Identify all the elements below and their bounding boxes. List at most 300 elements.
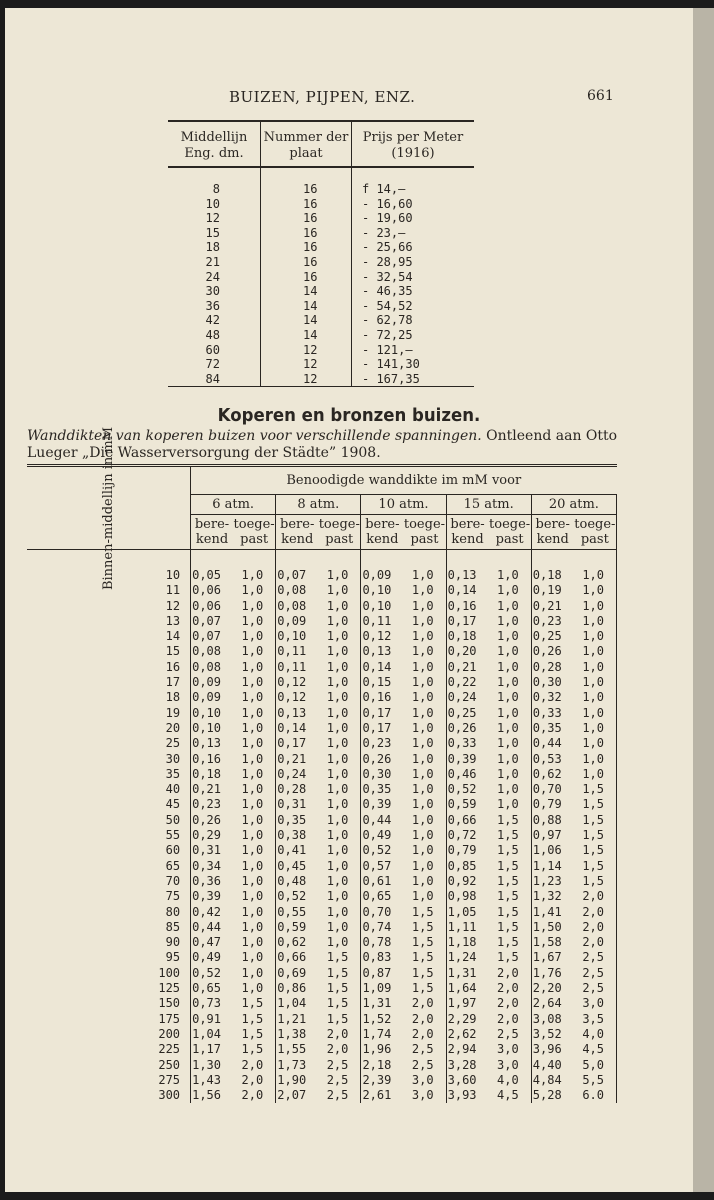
diameter-cell: 16 <box>27 660 191 675</box>
table-cell: 18 <box>168 240 261 255</box>
table-row <box>27 1088 617 1103</box>
table-row <box>168 299 474 314</box>
table-cell: 1,0 <box>489 644 532 659</box>
table-cell: 0,16 <box>362 690 392 705</box>
table-cell: 0,65 <box>192 981 222 996</box>
table-row <box>168 167 474 197</box>
table-cell: 2,0 <box>403 1027 446 1042</box>
table-cell: 0,25 <box>447 705 477 720</box>
table-cell: 0,55 <box>277 904 307 919</box>
column-header-plate-number: Nummer der plaat <box>261 121 352 167</box>
table-cell: 12 <box>261 357 352 372</box>
table-cell: 0,11 <box>277 659 307 674</box>
table-cell: 0,52 <box>192 965 222 980</box>
table-cell: 0,21 <box>532 598 562 613</box>
table-cell: 0,39 <box>362 797 392 812</box>
table-cell: 1,0 <box>403 690 446 705</box>
table-cell: 1,0 <box>318 721 361 736</box>
table-cell: - 32,54 <box>362 269 413 284</box>
table-cell: 0,62 <box>277 935 307 950</box>
table-cell: 2,07 <box>277 1088 307 1103</box>
table-cell: 1,0 <box>233 905 276 920</box>
table-cell: 1,21 <box>277 1011 307 1026</box>
table-cell: 0,88 <box>532 812 562 827</box>
table-cell: 1,5 <box>403 981 446 996</box>
table-cell: 1,0 <box>318 797 361 812</box>
table-cell: 0,44 <box>192 919 222 934</box>
table-cell: 0,47 <box>192 935 222 950</box>
table-cell: 2,0 <box>318 1042 361 1057</box>
table-cell: 2,0 <box>233 1088 276 1103</box>
table-cell: 1,0 <box>318 629 361 644</box>
table-cell: 1,0 <box>403 614 446 629</box>
table-cell: 0,79 <box>532 797 562 812</box>
table-cell: 0,15 <box>362 675 392 690</box>
table-cell: - 16,60 <box>362 196 413 211</box>
diameter-cell: 13 <box>27 614 191 629</box>
diameter-cell: 95 <box>27 950 191 965</box>
table-cell: 0,07 <box>192 629 222 644</box>
table-row <box>27 950 617 965</box>
table-cell: 1,0 <box>233 859 276 874</box>
table-cell: 1,0 <box>318 599 361 614</box>
table-cell: 1,5 <box>318 1012 361 1027</box>
table-cell: 42 <box>168 313 261 328</box>
table-cell: 1,0 <box>318 675 361 690</box>
table-cell: 2,29 <box>447 1011 477 1026</box>
subheader-applied: toege-past <box>233 515 276 550</box>
table-cell: 1,0 <box>233 950 276 965</box>
table-cell: 1,5 <box>403 935 446 950</box>
table-cell: 1,0 <box>318 706 361 721</box>
table-cell: 1,5 <box>233 1027 276 1042</box>
table-cell: 1,05 <box>447 904 477 919</box>
table-row <box>168 197 474 212</box>
table-cell: 16 <box>261 270 352 285</box>
diameter-cell: 85 <box>27 920 191 935</box>
table-cell: 4,84 <box>532 1072 562 1087</box>
table-cell: 1,14 <box>532 858 562 873</box>
table-row <box>27 690 617 705</box>
table-cell: 0,14 <box>362 659 392 674</box>
table-row <box>27 920 617 935</box>
table-cell: 0,98 <box>447 889 477 904</box>
table-cell: - 167,35 <box>362 371 420 386</box>
diameter-cell: 70 <box>27 874 191 889</box>
table-cell: 1,43 <box>192 1072 222 1087</box>
subheader-applied: toege-past <box>489 515 532 550</box>
subheader-calculated: bere-kend <box>535 517 570 547</box>
subheader-calculated: bere-kend <box>194 517 230 547</box>
table-cell: 1,5 <box>489 843 532 858</box>
table-cell: 1,0 <box>574 629 617 644</box>
table-cell: 1,0 <box>403 706 446 721</box>
table-cell: 0,16 <box>447 598 477 613</box>
table-row <box>168 255 474 270</box>
table-cell: 1,0 <box>233 644 276 659</box>
table-cell: 1,5 <box>489 859 532 874</box>
table-cell: 1,5 <box>489 828 532 843</box>
table-row <box>27 644 617 659</box>
table-cell: 0,72 <box>447 828 477 843</box>
table-cell: 2,0 <box>574 920 617 935</box>
table-cell: 1,5 <box>574 859 617 874</box>
table-cell: 1,0 <box>403 813 446 828</box>
table-cell: 1,0 <box>403 752 446 767</box>
table-cell: 1,41 <box>532 904 562 919</box>
table-cell: 15 <box>168 226 261 241</box>
table-cell: 1,0 <box>574 721 617 736</box>
table-cell: 2,64 <box>532 996 562 1011</box>
table-row <box>27 629 617 644</box>
table-cell: 1,52 <box>362 1011 392 1026</box>
table-cell: 3,96 <box>532 1042 562 1057</box>
table-cell: 1,96 <box>362 1042 392 1057</box>
table-cell: 0,78 <box>362 935 392 950</box>
adjacent-page-edge <box>693 8 714 1192</box>
table-cell: 1,0 <box>233 782 276 797</box>
table-cell: 0,73 <box>192 996 222 1011</box>
table-cell: 0,26 <box>362 751 392 766</box>
table-cell: - 46,35 <box>362 284 413 299</box>
table-cell: - 62,78 <box>362 313 413 328</box>
table-cell: 1,18 <box>447 935 477 950</box>
table-cell: 0,49 <box>192 950 222 965</box>
table-cell: 1,09 <box>362 981 392 996</box>
table-cell: - 54,52 <box>362 298 413 313</box>
table-cell: 1,0 <box>233 599 276 614</box>
table-cell: - 121,— <box>362 342 413 357</box>
description-italic: Wanddikten van koperen buizen voor verschillende spanningen. <box>27 428 482 444</box>
table-row <box>27 1012 617 1027</box>
running-header-title: BUIZEN, PIJPEN, ENZ. <box>229 88 416 106</box>
table-cell: 0,31 <box>277 797 307 812</box>
table-cell: 2,0 <box>489 966 532 981</box>
table-row <box>27 767 617 782</box>
table-cell: 2,20 <box>532 981 562 996</box>
table-cell: 0,23 <box>362 736 392 751</box>
table-cell: 1,58 <box>532 935 562 950</box>
table-cell: 0,23 <box>192 797 222 812</box>
table-cell: 1,23 <box>532 873 562 888</box>
table-cell: 3,0 <box>403 1073 446 1088</box>
table-cell: 1,0 <box>318 935 361 950</box>
table-cell: 2,5 <box>318 1088 361 1103</box>
table-cell: 1,0 <box>574 550 617 584</box>
subheader-applied: toege-past <box>574 515 617 550</box>
table-row <box>27 859 617 874</box>
table-cell: 1,0 <box>233 706 276 721</box>
table-cell: 1,0 <box>574 644 617 659</box>
diameter-cell: 10 <box>27 550 191 584</box>
table-cell: 1,0 <box>233 660 276 675</box>
diameter-cell: 45 <box>27 797 191 812</box>
table-cell: 1,5 <box>233 996 276 1011</box>
table-cell: 0,13 <box>192 736 222 751</box>
column-header-price: Prijs per Meter (1916) <box>362 130 464 161</box>
table-cell: 60 <box>168 343 261 358</box>
table-row <box>27 935 617 950</box>
table-cell: 2,18 <box>362 1057 392 1072</box>
table-cell: 3,0 <box>403 1088 446 1103</box>
table-cell: 1,0 <box>403 797 446 812</box>
table-row <box>27 828 617 843</box>
table-cell: 1,0 <box>318 644 361 659</box>
table-cell: 1,0 <box>489 599 532 614</box>
table-cell: 2,39 <box>362 1072 392 1087</box>
pressure-header: 6 atm. <box>191 495 276 515</box>
table-cell: 0,39 <box>447 751 477 766</box>
table-cell: 1,0 <box>318 782 361 797</box>
table-row <box>27 874 617 889</box>
table-cell: 1,0 <box>489 752 532 767</box>
table-cell: 3,52 <box>532 1026 562 1041</box>
table-cell: 0,66 <box>277 950 307 965</box>
diameter-cell: 60 <box>27 843 191 858</box>
diameter-cell: 125 <box>27 981 191 996</box>
table-cell: 0,70 <box>362 904 392 919</box>
table-row <box>27 599 617 614</box>
diameter-cell: 100 <box>27 966 191 981</box>
table-cell: 2,0 <box>489 981 532 996</box>
diameter-cell: 25 <box>27 736 191 751</box>
table-cell: 0,74 <box>362 919 392 934</box>
table-cell: 0,92 <box>447 873 477 888</box>
diameter-cell: 19 <box>27 706 191 721</box>
table-cell: 1,5 <box>489 905 532 920</box>
table-cell: 0,25 <box>532 629 562 644</box>
table-row <box>27 843 617 858</box>
table-cell: 0,08 <box>277 583 307 598</box>
table-cell: 0,44 <box>362 812 392 827</box>
table-cell: 1,0 <box>318 859 361 874</box>
section-description <box>27 428 627 462</box>
table-cell: 1,0 <box>318 920 361 935</box>
table-row <box>27 1027 617 1042</box>
table-cell: 1,5 <box>318 966 361 981</box>
table-row <box>27 1073 617 1088</box>
table-cell: 1,0 <box>403 859 446 874</box>
table-cell: 0,44 <box>532 736 562 751</box>
table-cell: 1,0 <box>233 828 276 843</box>
table-cell: 10 <box>168 197 261 212</box>
table-cell: 1,0 <box>403 550 446 584</box>
table-cell: 5,5 <box>574 1073 617 1088</box>
table-cell: 12 <box>168 211 261 226</box>
table-cell: 2,62 <box>447 1026 477 1041</box>
table-cell: 5,28 <box>532 1088 562 1103</box>
table-row <box>27 736 617 751</box>
table-cell: 1,0 <box>403 629 446 644</box>
table-cell: 0,36 <box>192 873 222 888</box>
table-cell: 1,0 <box>403 675 446 690</box>
table-cell: 6.0 <box>574 1088 617 1103</box>
table-cell: 1,0 <box>233 966 276 981</box>
table-cell: 1,0 <box>233 935 276 950</box>
table-cell: - 72,25 <box>362 327 413 342</box>
table-cell: 0,41 <box>277 843 307 858</box>
table-cell: 1,64 <box>447 981 477 996</box>
table-row <box>27 1058 617 1073</box>
table-row <box>27 813 617 828</box>
diameter-cell: 275 <box>27 1073 191 1088</box>
table-cell: 0,52 <box>362 843 392 858</box>
table-cell: 1,0 <box>403 828 446 843</box>
table-cell: 21 <box>168 255 261 270</box>
table-row <box>168 226 474 241</box>
table-cell: 1,0 <box>574 675 617 690</box>
table-cell: 1,0 <box>574 752 617 767</box>
diameter-cell: 15 <box>27 644 191 659</box>
table-cell: 0,21 <box>277 751 307 766</box>
table-cell: 3,60 <box>447 1072 477 1087</box>
table-cell: 0,35 <box>362 782 392 797</box>
table-row <box>27 675 617 690</box>
table-cell: - 23,— <box>362 225 406 240</box>
diameter-cell: 80 <box>27 905 191 920</box>
table-row <box>27 996 617 1011</box>
table-row <box>168 284 474 299</box>
table-row <box>27 706 617 721</box>
table-row <box>27 981 617 996</box>
table-cell: 36 <box>168 299 261 314</box>
table-cell: 1,0 <box>233 690 276 705</box>
table-row <box>168 211 474 226</box>
table-cell: 1,0 <box>574 614 617 629</box>
diameter-cell: 35 <box>27 767 191 782</box>
table-cell: 1,5 <box>403 950 446 965</box>
table-cell: 0,38 <box>277 828 307 843</box>
table-cell: 0,17 <box>362 720 392 735</box>
diameter-cell: 14 <box>27 629 191 644</box>
table-cell: 3,93 <box>447 1088 477 1103</box>
table-cell: 1,0 <box>318 736 361 751</box>
table-cell: 0,10 <box>362 598 392 613</box>
table-cell: 0,21 <box>192 782 222 797</box>
table-cell: 1,67 <box>532 950 562 965</box>
table-cell: 0,17 <box>277 736 307 751</box>
table-cell: 1,24 <box>447 950 477 965</box>
table-cell: 1,0 <box>318 889 361 904</box>
table-cell: 1,0 <box>318 583 361 598</box>
column-header-diameter: Middellijn Eng. dm. <box>168 121 261 167</box>
table-cell: 0,05 <box>192 568 222 582</box>
diameter-cell: 90 <box>27 935 191 950</box>
table-cell: 1,5 <box>403 905 446 920</box>
table-cell: 0,09 <box>192 690 222 705</box>
table-cell: 12 <box>261 343 352 358</box>
table-cell: 0,35 <box>532 720 562 735</box>
table-row <box>168 343 474 358</box>
table-cell: 1,0 <box>403 767 446 782</box>
table-cell: 5,0 <box>574 1058 617 1073</box>
table-cell: 4,5 <box>574 1042 617 1057</box>
table-cell: 1,5 <box>489 950 532 965</box>
table-cell: 0,35 <box>277 812 307 827</box>
table-cell: 0,29 <box>192 828 222 843</box>
table-cell: 2,5 <box>318 1058 361 1073</box>
table-cell: 0,23 <box>532 613 562 628</box>
table-cell: 0,06 <box>192 583 222 598</box>
table-cell: 1,0 <box>233 629 276 644</box>
table-row <box>27 660 617 675</box>
table-cell: 0,18 <box>192 766 222 781</box>
price-table-header <box>168 121 474 167</box>
table-cell: 1,0 <box>318 767 361 782</box>
table-cell: 1,0 <box>318 874 361 889</box>
table-cell: 1,0 <box>574 583 617 598</box>
table-row <box>27 1042 617 1057</box>
table-cell: 1,04 <box>277 996 307 1011</box>
table-cell: 1,5 <box>318 981 361 996</box>
table-cell: 1,5 <box>574 813 617 828</box>
table-cell: 1,0 <box>403 782 446 797</box>
table-cell: 1,0 <box>489 767 532 782</box>
table-cell: 1,0 <box>489 782 532 797</box>
table-cell: 1,0 <box>574 690 617 705</box>
table-cell: 3,0 <box>574 996 617 1011</box>
table-cell: 0,26 <box>532 644 562 659</box>
table-cell: 1,0 <box>489 550 532 584</box>
table-cell: 0,13 <box>447 568 477 582</box>
table-cell: 16 <box>261 197 352 212</box>
diameter-cell: 75 <box>27 889 191 904</box>
table-cell: 1,0 <box>489 675 532 690</box>
table-cell: 1,0 <box>233 843 276 858</box>
table-cell: 16 <box>261 255 352 270</box>
table-cell: 1,0 <box>489 583 532 598</box>
table-cell: 0,10 <box>192 720 222 735</box>
table-cell: 0,16 <box>192 751 222 766</box>
subheader-calculated: bere-kend <box>280 517 315 547</box>
table-cell: 1,76 <box>532 965 562 980</box>
table-cell: 1,0 <box>318 660 361 675</box>
table-cell: 1,0 <box>403 874 446 889</box>
table-cell: 1,5 <box>489 889 532 904</box>
table-cell: 1,5 <box>489 935 532 950</box>
table-cell: 1,0 <box>233 889 276 904</box>
table-cell: 0,42 <box>192 904 222 919</box>
table-cell: 2,0 <box>489 996 532 1011</box>
diameter-cell: 150 <box>27 996 191 1011</box>
table-cell: 0,46 <box>447 766 477 781</box>
table-cell: 0,49 <box>362 828 392 843</box>
table-cell: 1,5 <box>574 874 617 889</box>
table-cell: 0,86 <box>277 981 307 996</box>
table-cell: 0,24 <box>277 766 307 781</box>
table-row <box>27 614 617 629</box>
table-cell: 16 <box>261 226 352 241</box>
table-row <box>27 889 617 904</box>
table-cell: - 141,30 <box>362 357 420 372</box>
table-cell: 1,0 <box>318 550 361 584</box>
table-cell: 1,0 <box>574 599 617 614</box>
diameter-cell: 20 <box>27 721 191 736</box>
price-table <box>168 120 474 387</box>
diameter-cell: 250 <box>27 1058 191 1073</box>
table-cell: 1,11 <box>447 919 477 934</box>
table-cell: 3,28 <box>447 1057 477 1072</box>
table-cell: 0,07 <box>277 568 307 582</box>
diameter-cell: 18 <box>27 690 191 705</box>
table-cell: 0,28 <box>277 782 307 797</box>
diameter-cell: 65 <box>27 859 191 874</box>
table-cell: 1,55 <box>277 1042 307 1057</box>
table-cell: 2,61 <box>362 1088 392 1103</box>
table-cell: 4,0 <box>574 1027 617 1042</box>
table-row <box>27 797 617 812</box>
diameter-cell: 175 <box>27 1012 191 1027</box>
